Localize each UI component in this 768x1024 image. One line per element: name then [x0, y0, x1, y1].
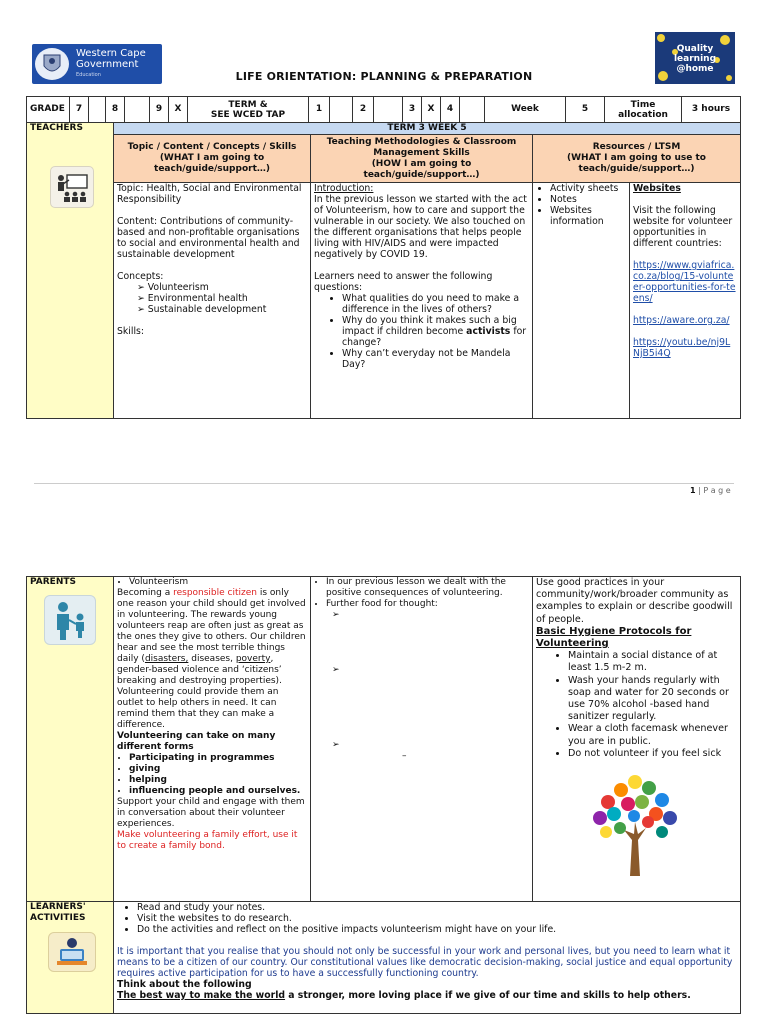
page-title: LIFE ORIENTATION: PLANNING & PREPARATION [235, 70, 533, 83]
hygiene-item: • Wash your hands regularly with soap and water for 20 seconds or use 70% alcohol -based hand sanitizer regularly. [568, 675, 737, 724]
concepts-list [117, 282, 307, 315]
grade-8-mark [125, 97, 150, 123]
question-2b: activists [466, 326, 511, 337]
term-week-heading: TERM 3 WEEK 5 [114, 123, 741, 135]
col-resources-heading-1: Resources / LTSM [592, 142, 681, 152]
concepts-label: Concepts: [117, 271, 164, 282]
p1-u1: disasters, [144, 654, 189, 664]
term-3: 3 [403, 97, 422, 123]
p1-b: is only one reason your child should get involved in volunteering. The rewards young volunteers reap are often just as great as the ones they give to others. Our children hear and see the most terrible things daily ( [117, 588, 306, 664]
teachers-table [26, 122, 741, 419]
grade-8: 8 [106, 97, 125, 123]
term-label [188, 97, 309, 123]
grade-7-mark [89, 97, 106, 123]
resources-cell [533, 183, 630, 419]
time-label-1: Time [630, 99, 656, 110]
arrow-bullet-icon: ➢ [332, 610, 340, 620]
methodology-cell [311, 183, 533, 419]
grade-9: 9 [150, 97, 169, 123]
parents-cell [27, 577, 114, 902]
parents-paragraph-1 [117, 588, 307, 687]
page-number [690, 486, 731, 495]
grade-7: 7 [70, 97, 89, 123]
p1-d: , gender-based violence and ‘citizens’ breaking and destroying properties). [117, 654, 282, 686]
term-1: 1 [309, 97, 330, 123]
col-resources-heading-3: teach/guide/support…) [578, 164, 695, 174]
hygiene-label: Basic Hygiene Protocols for Volunteering [536, 625, 692, 650]
term-2: 2 [353, 97, 374, 123]
websites-label: Websites [633, 183, 681, 194]
hygiene-item: • Wear a cloth facemask whenever you are in public. [568, 723, 737, 747]
col-method-heading-4: teach/guide/support…) [363, 169, 480, 180]
learners-need-text: Learners need to answer the following questions: [314, 271, 493, 293]
mid-item: • In our previous lesson we dealt with the positive consequences of volunteering. [326, 577, 529, 599]
parents-paragraph-4: Make volunteering a family effort, use it to create a family bond. [117, 830, 298, 851]
col-method-heading-1: Teaching Methodologies & Classroom [326, 136, 517, 147]
best-way-b: a stronger, more loving place if we give of our time and skills to help others. [285, 990, 691, 1001]
hygiene-item: • Maintain a social distance of at least 1.5 m-2 m. [568, 650, 737, 674]
logo-name: Western Cape [76, 48, 146, 59]
week-label: Week [485, 97, 566, 123]
time-value: 3 hours [682, 97, 741, 123]
skills-label: Skills: [117, 326, 145, 337]
dash-mark: – [402, 751, 407, 761]
parents-text-cell [114, 577, 311, 902]
arrow-bullet-icon: ➢ [332, 740, 340, 750]
learners-label-1: LEARNERS' [30, 902, 86, 912]
time-label [605, 97, 682, 123]
parents-paragraph-3: Support your child and engage with them in conversation about their volunteer experiences. [117, 797, 305, 829]
col-topic-heading-1: Topic / Content / Concepts / Skills [127, 142, 297, 152]
learners-cell [27, 902, 114, 1014]
intro-text: In the previous lesson we started with the act of Volunteerism, how to care and support the vulnerable in our society. We also touched on the different organisations that helps people living with HIV/AIDS and were impacted negatively by COVID 19. [314, 194, 527, 260]
parents-paragraph-2: Volunteering could provide them an outlet to help others in need. It can remind them that they can make a difference. [117, 687, 279, 730]
mid-item: • Further food for thought: [326, 599, 529, 610]
form-item: • Participating in programmes [129, 753, 307, 764]
term-4: 4 [441, 97, 460, 123]
term-1-mark [330, 97, 353, 123]
content-text: Content: Contributions of community-based and non-profitable organisations to social and environmental health and sustainable development [117, 216, 300, 260]
learners-list [117, 902, 737, 935]
parents-table [26, 576, 741, 1014]
parents-mid-list [314, 577, 529, 610]
hands-tree-illustration [588, 772, 682, 876]
time-label-2: allocation [618, 109, 668, 120]
teacher-icon [50, 166, 94, 208]
hygiene-item: • Do not volunteer if you feel sick [568, 748, 737, 760]
page-number-text: | P a g e [695, 486, 731, 495]
question-item: • Why can’t everyday not be Mandela Day? [342, 348, 529, 370]
websites-cell [630, 183, 741, 419]
concept-item: ➢ Sustainable development [137, 304, 307, 315]
form-item: • giving [129, 764, 307, 775]
hygiene-list [536, 650, 737, 760]
forms-label: Volunteering can take on many different forms [117, 731, 276, 752]
teachers-cell [27, 123, 114, 419]
badge-text-1: Quality [676, 44, 714, 54]
col-topic-heading [114, 135, 311, 183]
concept-item: ➢ Volunteerism [137, 282, 307, 293]
info-row-table [26, 96, 741, 123]
question-item [342, 315, 529, 348]
resource-item: • Activity sheets [550, 183, 626, 194]
p1-a: Becoming a [117, 588, 174, 598]
quality-learning-badge [655, 32, 735, 84]
logo-name-2: Government [76, 59, 139, 70]
term-label-1: TERM & [228, 99, 268, 110]
week-value: 5 [566, 97, 605, 123]
form-item: • influencing people and ourselves. [129, 786, 307, 797]
grade-9-mark: X [169, 97, 188, 123]
term-2-mark [374, 97, 403, 123]
col-resources-heading [533, 135, 741, 183]
learners-activities-cell [114, 902, 741, 1014]
arrow-bullet-icon: ➢ [332, 665, 340, 675]
page-number-value: 1 [690, 486, 696, 495]
term-3-mark: X [422, 97, 441, 123]
teachers-label: TEACHERS [30, 123, 83, 133]
concept-item: ➢ Environmental health [137, 293, 307, 304]
badge-text-2: learning [673, 54, 717, 64]
logo-sub: Education [76, 72, 101, 78]
best-way-a: The best way to make the world [117, 990, 286, 1001]
resources-list [536, 183, 626, 227]
col-method-heading [311, 135, 533, 183]
question-item: • What qualities do you need to make a difference in the lives of others? [342, 293, 529, 315]
link-aware[interactable]: https://aware.org.za/ [633, 315, 730, 326]
p1-red: responsible citizen [173, 588, 257, 598]
parents-bullet-list [117, 577, 307, 588]
link-youtube[interactable]: https://youtu.be/nj9LNjB5i4Q [633, 337, 731, 359]
learners-label-2: ACTIVITIES [30, 913, 86, 923]
learner-laptop-icon [48, 932, 96, 972]
form-item: • helping [129, 775, 307, 786]
parents-right-cell [533, 577, 741, 902]
parents-middle-cell [311, 577, 533, 902]
footer-rule [34, 483, 734, 484]
parents-bullet: • Volunteerism [129, 577, 307, 588]
forms-list [117, 753, 307, 797]
col-resources-heading-2: (WHAT I am going to use to [567, 153, 706, 163]
learner-item: • Read and study your notes. [137, 902, 737, 913]
col-topic-heading-2: (WHAT I am going to [159, 153, 265, 163]
link-gviafrica[interactable]: https://www.gviafrica.co.za/blog/15-volunteer-opportunities-for-teens/ [633, 260, 736, 304]
best-way-line [117, 990, 737, 1001]
think-label: Think about the following [117, 979, 252, 990]
resource-item: • Notes [550, 194, 626, 205]
col-method-heading-2: Management Skills [373, 147, 470, 158]
intro-label: Introduction: [314, 183, 374, 194]
term-4-mark [460, 97, 485, 123]
topic-text: Topic: Health, Social and Environmental Responsibility [117, 183, 302, 205]
good-practices-text: Use good practices in your community/work/broader community as examples to explain or describe goodwill of people. [536, 577, 733, 625]
col-topic-heading-3: teach/guide/support…) [154, 164, 270, 174]
resource-item: • Websites information [550, 205, 626, 227]
grade-label: GRADE [27, 97, 70, 123]
citizen-paragraph: It is important that you realise that you should not only be successful in your work and personal lives, but you need to learn what it means to be a citizen of our country. Our constitutional values like democratic decision-making, social justice and equal opportunity requires active participation for us to have a successfully functioning country. [117, 946, 733, 979]
topic-cell [114, 183, 311, 419]
learner-item: • Visit the websites to do research. [137, 913, 737, 924]
websites-intro: Visit the following website for volunteer opportunities in different countries: [633, 205, 733, 249]
term-label-2: SEE WCED TAP [210, 109, 286, 120]
questions-list [314, 293, 529, 370]
question-2a: Why do you think it makes such a big impact if children become [342, 315, 517, 337]
learner-item: • Do the activities and reflect on the positive impacts volunteerism might have on your life. [137, 924, 737, 935]
col-method-heading-3: (HOW I am going to [371, 158, 472, 169]
badge-text-3: @home [676, 64, 714, 74]
p1-c: diseases, [188, 654, 236, 664]
question-2c: for change? [342, 326, 527, 348]
parents-label: PARENTS [30, 577, 76, 587]
p1-u2: poverty [235, 654, 271, 664]
parent-child-icon [44, 595, 96, 645]
